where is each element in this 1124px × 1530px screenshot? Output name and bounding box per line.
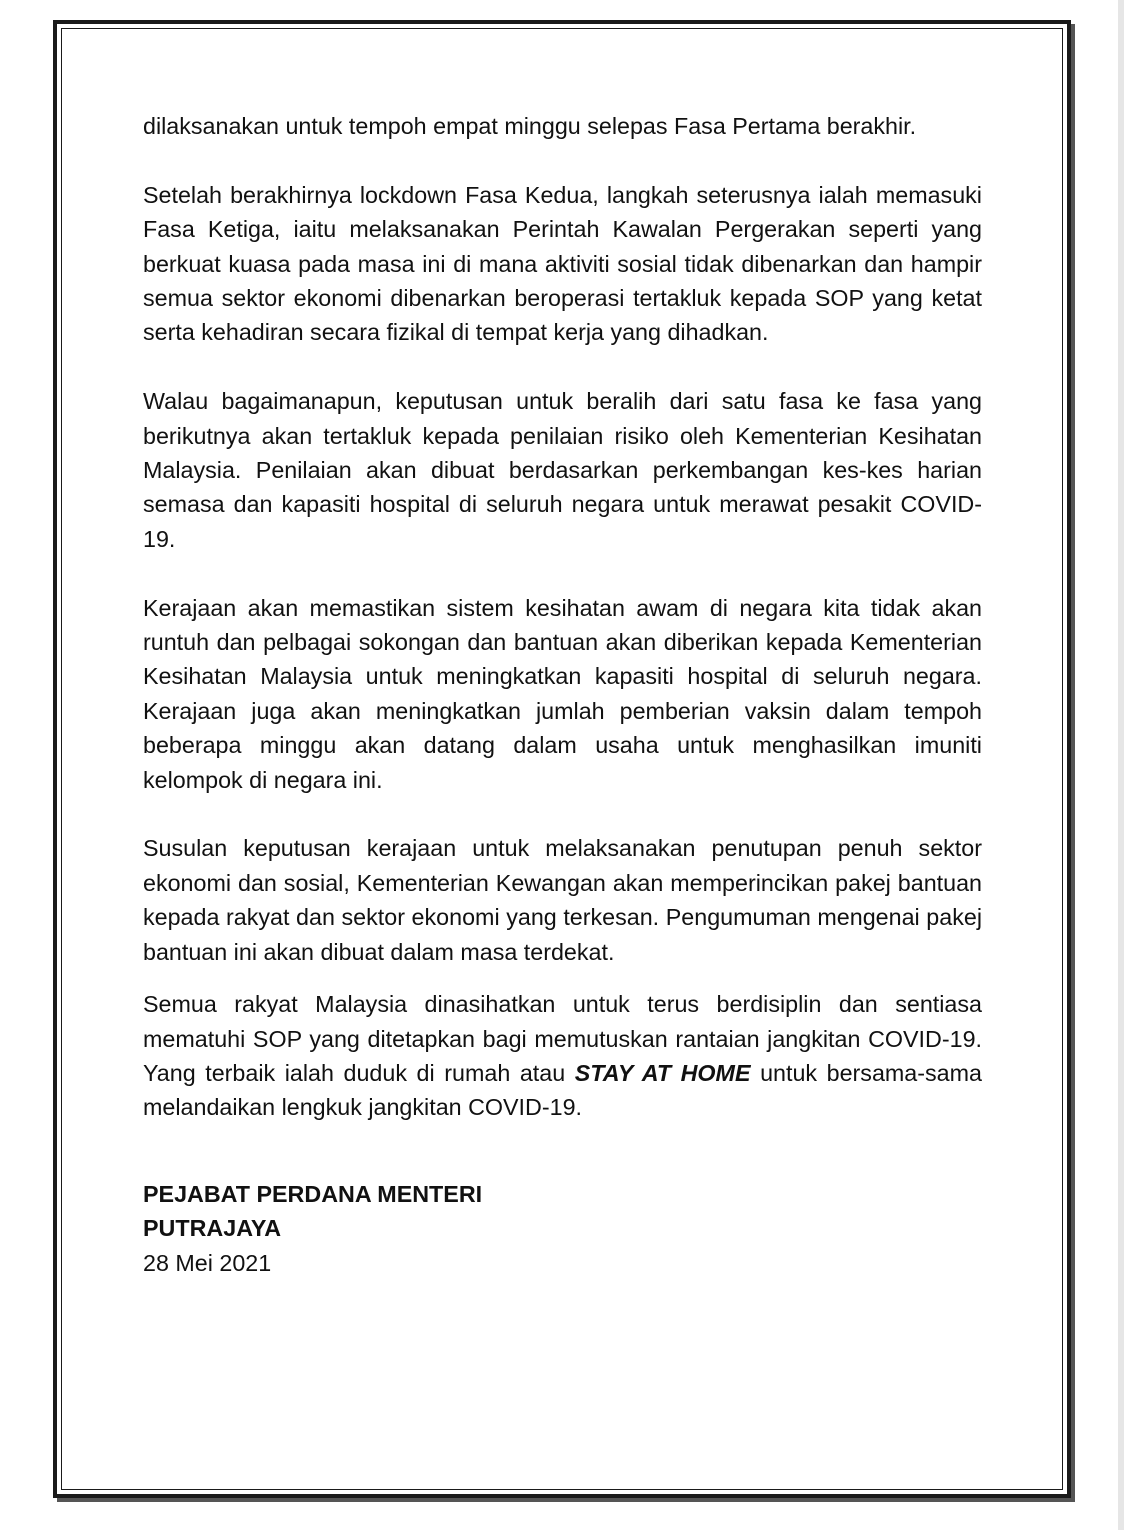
document-body: [143, 109, 982, 1280]
stay-at-home-emphasis: STAY AT HOME: [574, 1059, 751, 1086]
paragraph-3: Walau bagaimanapun, keputusan untuk beralih dari satu fasa ke fasa yang berikutnya akan tertakluk kepada penilaian risiko oleh Kementerian Kesihatan Malaysia. Penilaian akan dibuat berdasarkan perkembangan kes-kes harian semasa dan kapasiti hospital di seluruh negara untuk merawat pesakit COVID-19.: [143, 388, 982, 552]
signature-organization: PEJABAT PERDANA MENTERI: [143, 1180, 483, 1207]
page-edge: [1118, 0, 1124, 1530]
signature-place: PUTRAJAYA: [143, 1215, 282, 1242]
paragraph-6-text-end: untuk bersama-sama melandaikan lengkuk jangkitan COVID-19.: [143, 1059, 982, 1121]
paragraph-6-text-start: Semua rakyat Malaysia dinasihatkan untuk terus berdisiplin dan sentiasa mematuhi SOP yang ditetapkan bagi memutuskan rantaian jangkitan COVID-19. Yang terbaik ialah duduk di rumah atau: [143, 991, 982, 1086]
paragraph-5: Susulan keputusan kerajaan untuk melaksanakan penutupan penuh sektor ekonomi dan sosial, Kementerian Kewangan akan memperincikan pakej bantuan kepada rakyat dan sektor ekonomi yang terkesan. Pengumuman mengenai pakej bantuan ini akan dibuat dalam masa terdekat.: [143, 835, 982, 965]
paragraph-2: Setelah berakhirnya lockdown Fasa Kedua, langkah seterusnya ialah memasuki Fasa Ketiga, iaitu melaksanakan Perintah Kawalan Pergerakan seperti yang berkuat kuasa pada masa ini di mana aktiviti sosial tidak dibenarkan dan hampir semua sektor ekonomi dibenarkan beroperasi tertakluk kepada SOP yang ketat serta kehadiran secara fizikal di tempat kerja yang dihadkan.: [143, 181, 982, 346]
paragraph-1: dilaksanakan untuk tempoh empat minggu selepas Fasa Pertama berakhir.: [143, 113, 917, 139]
signature-block: [143, 1177, 982, 1280]
paragraph-6: [143, 987, 982, 1125]
paragraph-4: Kerajaan akan memastikan sistem kesihatan awam di negara kita tidak akan runtuh dan pelbagai sokongan dan bantuan akan diberikan kepada Kementerian Kesihatan Malaysia untuk meningkatkan kapasiti hospital di seluruh negara. Kerajaan juga akan meningkatkan jumlah pemberian vaksin dalam tempoh beberapa minggu akan datang dalam usaha untuk menghasilkan imuniti kelompok di negara ini.: [143, 594, 982, 793]
signature-date: 28 Mei 2021: [143, 1249, 272, 1276]
